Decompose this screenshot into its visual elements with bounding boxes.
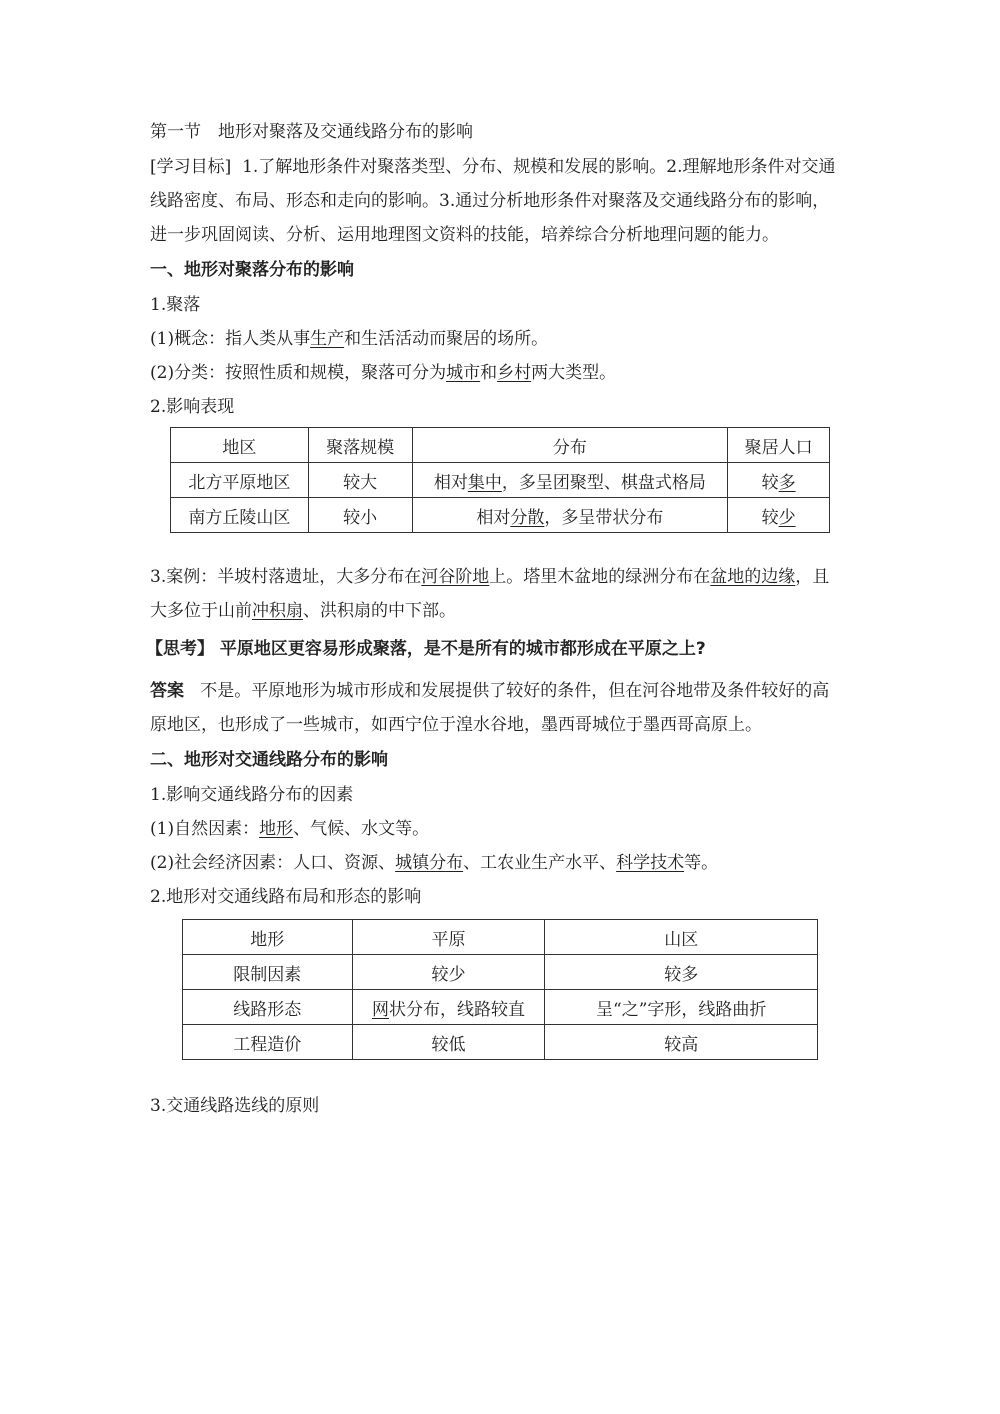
case-line-2 xyxy=(150,599,456,623)
objectives-text-1: 1.了解地形条件对聚落类型、分布、规模和发展的影响。2.理解地形条件对交通 xyxy=(242,157,836,177)
table-cell xyxy=(352,990,545,1025)
classify-answer-1: 城市 xyxy=(446,363,481,383)
table-cell xyxy=(412,463,728,498)
natural-pre: (1)自然因素： xyxy=(150,819,260,839)
page-title: 第一节 地形对聚落及交通线路分布的影响 xyxy=(150,122,473,142)
table-header: 山区 xyxy=(545,920,818,955)
table-cell: 工程造价 xyxy=(183,1025,353,1060)
table-cell xyxy=(728,463,830,498)
table-cell xyxy=(412,498,728,533)
cell-text: 较 xyxy=(761,472,779,493)
table-cell: 较小 xyxy=(308,498,412,533)
table-cell: 较大 xyxy=(308,463,412,498)
concept-answer: 生产 xyxy=(310,329,345,349)
case-pre: 3.案例：半坡村落遗址，大多分布在 xyxy=(150,567,422,587)
table-cell: 较高 xyxy=(545,1025,818,1060)
table-cell: 限制因素 xyxy=(183,955,353,990)
section1-heading: 一、地形对聚落分布的影响 xyxy=(150,260,354,280)
table-cell: 较少 xyxy=(352,955,545,990)
concept-line xyxy=(150,327,548,351)
natural-post: 、气候、水文等。 xyxy=(293,819,430,839)
table-header: 地形 xyxy=(183,920,353,955)
table-cell: 南方丘陵山区 xyxy=(171,498,309,533)
table-row xyxy=(183,990,818,1025)
table-cell xyxy=(728,498,830,533)
case-pre-2: 大多位于山前 xyxy=(150,601,252,621)
table-row xyxy=(183,1025,818,1060)
table-header: 平原 xyxy=(352,920,545,955)
table-cell: 较多 xyxy=(545,955,818,990)
table-header-row xyxy=(171,428,830,463)
case-answer-1: 河谷阶地 xyxy=(421,567,490,587)
cell-answer: 多 xyxy=(778,472,796,493)
objectives-line-2: 线路密度、布局、形态和走向的影响。3.通过分析地形条件对聚落及交通线路分布的影响， xyxy=(150,191,830,211)
cell-answer: 网 xyxy=(371,999,389,1020)
settlement-table xyxy=(170,427,830,533)
cell-answer: 分散 xyxy=(510,507,545,528)
answer-line-2: 原地区，也形成了一些城市，如西宁位于湟水谷地，墨西哥城位于墨西哥高原上。 xyxy=(150,715,762,735)
answer-line-1 xyxy=(150,679,829,703)
concept-post: 和生活活动而聚居的场所。 xyxy=(344,329,549,349)
section1-sub1: 1.聚落 xyxy=(150,295,201,315)
table-cell: 较低 xyxy=(352,1025,545,1060)
natural-answer: 地形 xyxy=(259,819,294,839)
table-cell: 线路形态 xyxy=(183,990,353,1025)
case-post: ，且 xyxy=(795,567,830,587)
classify-post: 两大类型。 xyxy=(531,363,617,383)
section2-heading: 二、地形对交通线路分布的影响 xyxy=(150,750,388,770)
answer-label: 答案 xyxy=(150,681,184,701)
terrain-transport-table xyxy=(182,919,818,1060)
social-answer-2: 科学技术 xyxy=(616,853,685,873)
cell-text: 相对 xyxy=(433,472,468,493)
table-row xyxy=(171,463,830,498)
table-header-row xyxy=(183,920,818,955)
section2-sub2: 2.地形对交通线路布局和形态的影响 xyxy=(150,887,422,907)
table-header: 地区 xyxy=(171,428,309,463)
objectives-label: [学习目标] xyxy=(150,157,232,177)
think-label: 【思考】 xyxy=(146,639,214,659)
classify-answer-2: 乡村 xyxy=(497,363,532,383)
social-mid: 、工农业生产水平、 xyxy=(463,853,617,873)
classify-pre: (2)分类：按照性质和规模，聚落可分为 xyxy=(150,363,447,383)
social-line xyxy=(150,851,718,875)
social-answer-1: 城镇分布 xyxy=(395,853,464,873)
social-post: 等。 xyxy=(684,853,719,873)
think-line xyxy=(146,637,706,661)
table-header: 聚落规模 xyxy=(308,428,412,463)
table-header: 聚居人口 xyxy=(728,428,830,463)
section2-sub3: 3.交通线路选线的原则 xyxy=(150,1096,320,1116)
cell-text: ，多呈带状分布 xyxy=(544,507,664,528)
table-cell: 呈“之”字形，线路曲折 xyxy=(545,990,818,1025)
case-answer-2: 盆地的边缘 xyxy=(710,567,796,587)
cell-answer: 少 xyxy=(778,507,796,528)
case-line-1 xyxy=(150,565,829,589)
objectives-line-3: 进一步巩固阅读、分析、运用地理图文资料的技能，培养综合分析地理问题的能力。 xyxy=(150,225,779,245)
classify-mid: 和 xyxy=(480,363,498,383)
answer-text-1: 不是。平原地形为城市形成和发展提供了较好的条件，但在河谷地带及条件较好的高 xyxy=(200,681,830,701)
table-row xyxy=(183,955,818,990)
section2-sub1: 1.影响交通线路分布的因素 xyxy=(150,785,354,805)
cell-text: ，多呈团聚型、棋盘式格局 xyxy=(501,472,706,493)
table-header: 分布 xyxy=(412,428,728,463)
table-cell: 北方平原地区 xyxy=(171,463,309,498)
cell-text: 较 xyxy=(761,507,779,528)
case-answer-3: 冲积扇 xyxy=(252,601,303,621)
section1-sub2: 2.影响表现 xyxy=(150,397,235,417)
think-text: 平原地区更容易形成聚落，是不是所有的城市都形成在平原之上? xyxy=(219,639,706,659)
case-post-2: 、洪积扇的中下部。 xyxy=(303,601,456,621)
cell-answer: 集中 xyxy=(467,472,502,493)
cell-text: 相对 xyxy=(476,507,511,528)
table-row xyxy=(171,498,830,533)
classify-line xyxy=(150,361,616,385)
cell-text: 状分布，线路较直 xyxy=(388,999,525,1020)
objectives-line-1 xyxy=(150,155,836,179)
social-pre: (2)社会经济因素：人口、资源、 xyxy=(150,853,396,873)
natural-line xyxy=(150,817,429,841)
concept-pre: (1)概念：指人类从事 xyxy=(150,329,311,349)
case-mid: 上。塔里木盆地的绿洲分布在 xyxy=(489,567,711,587)
